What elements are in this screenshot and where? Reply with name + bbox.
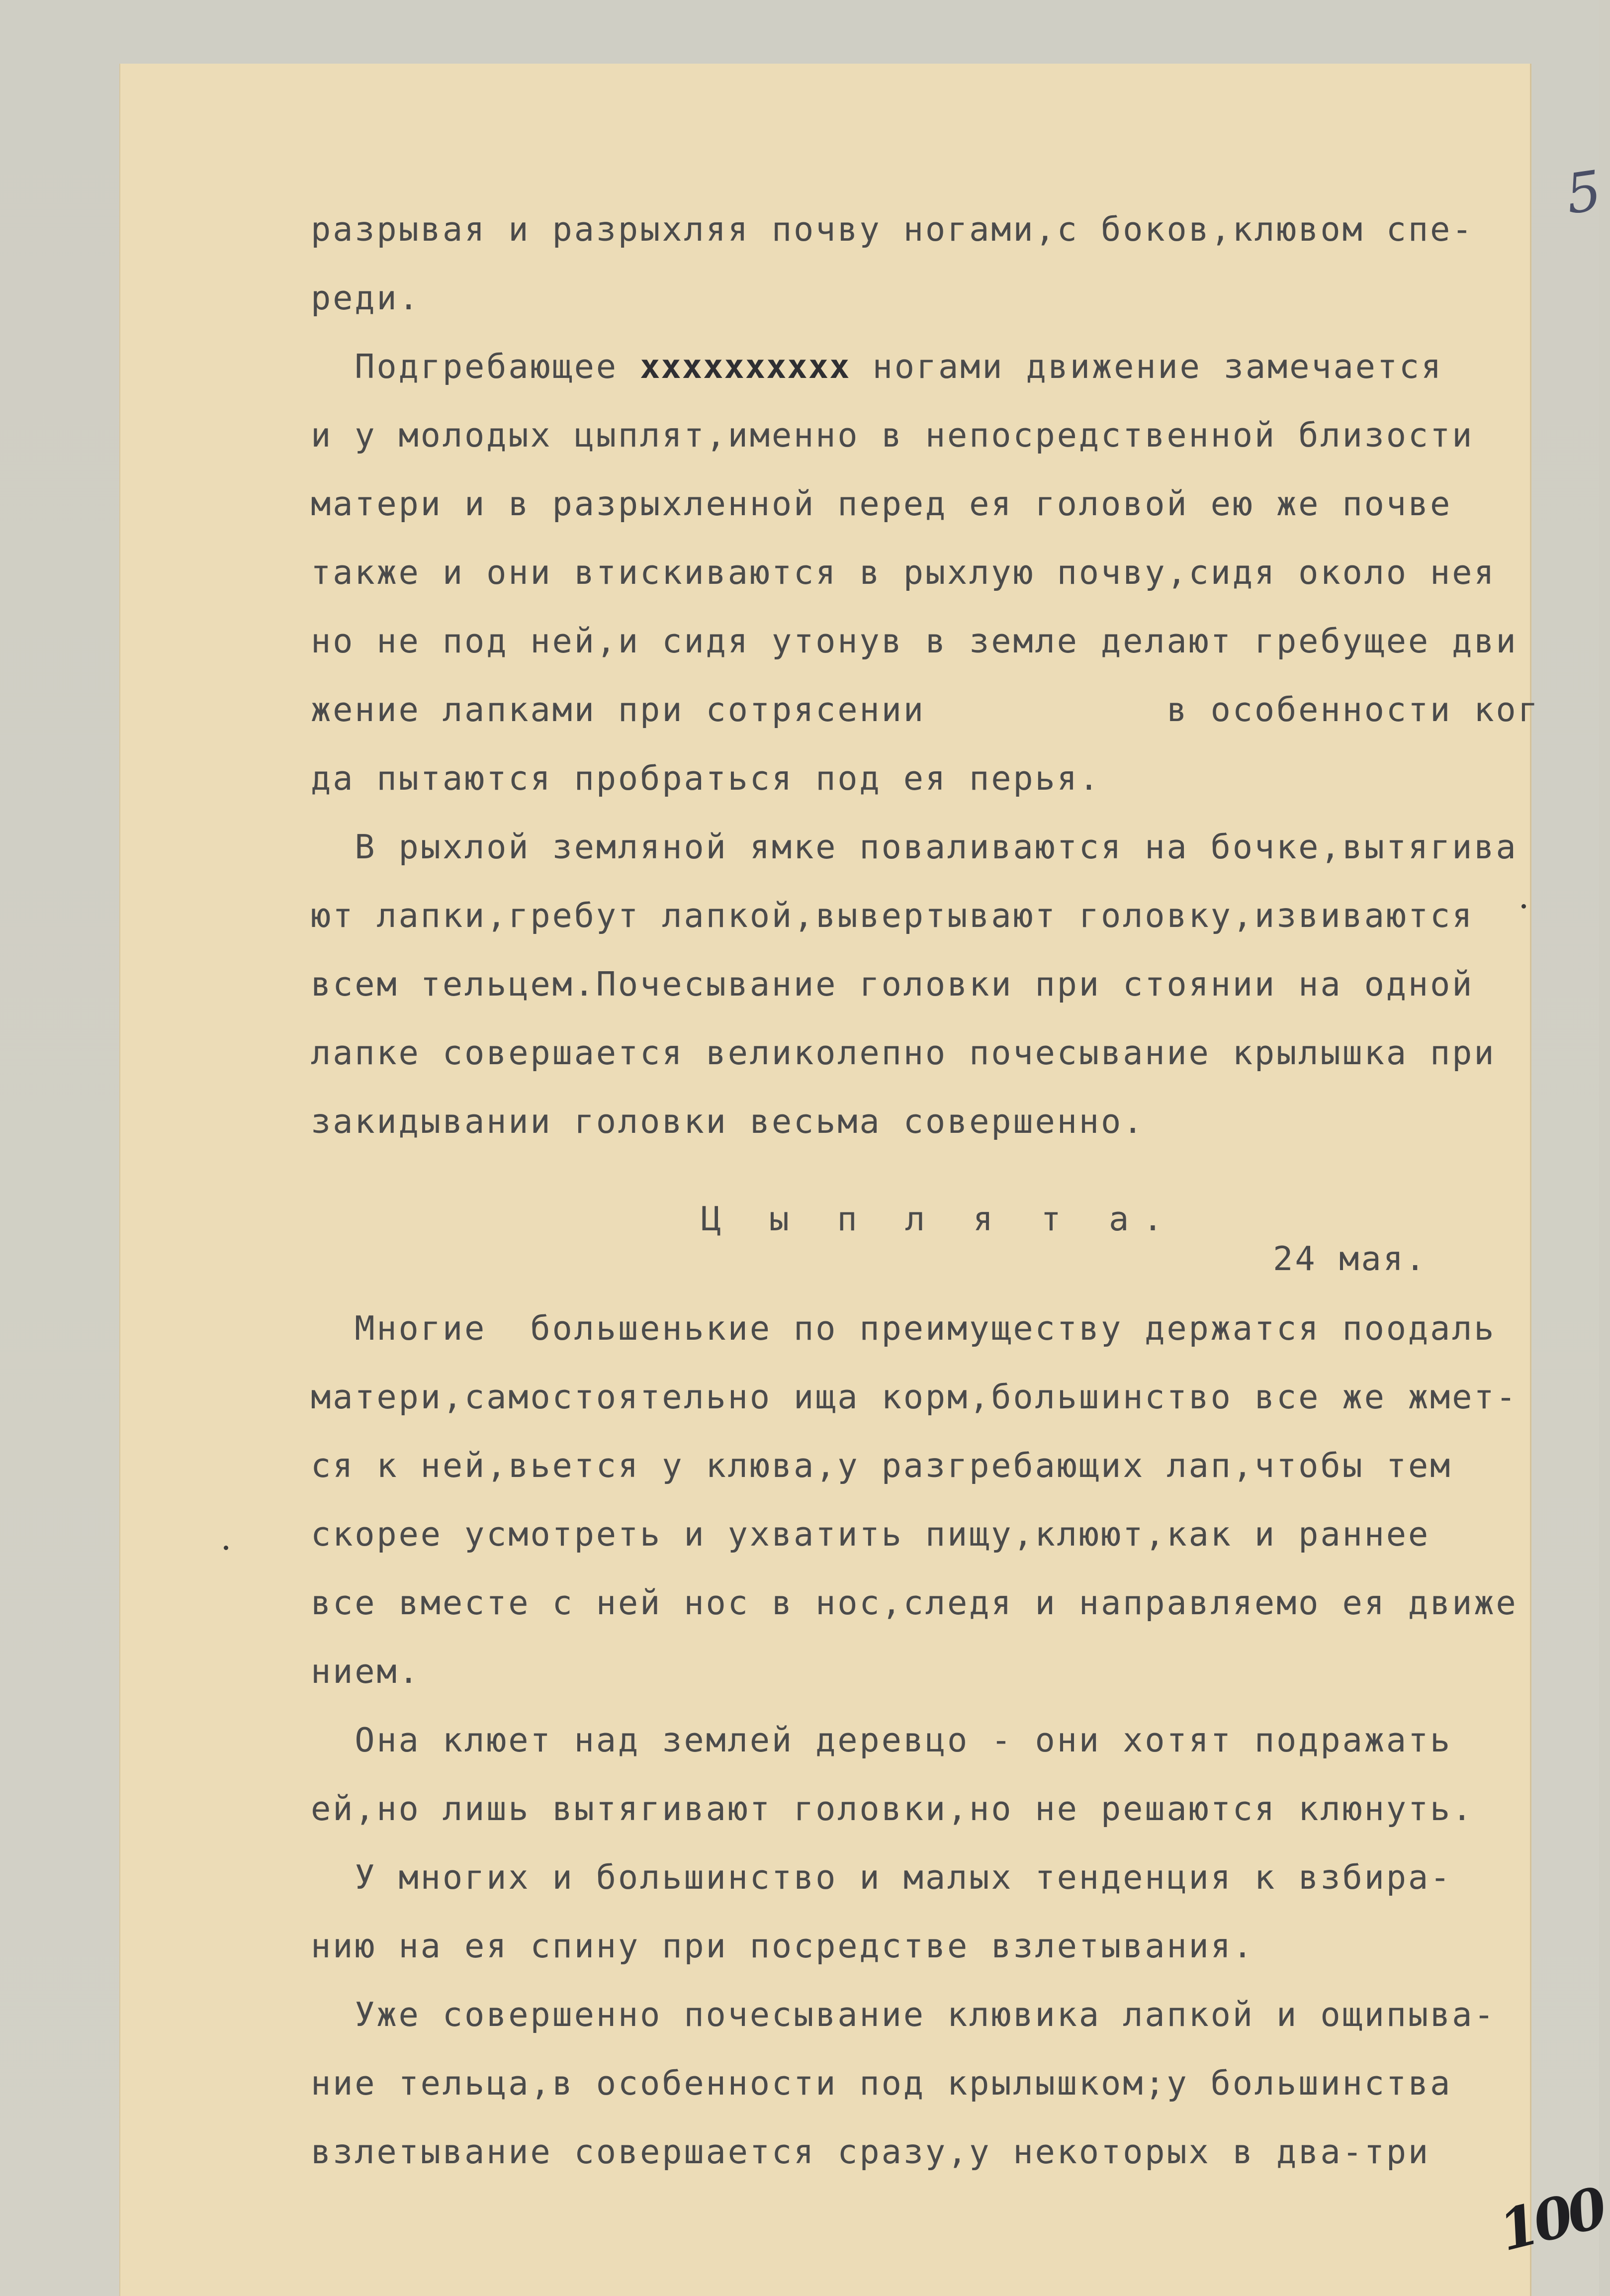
text-line: ют лапки,гребут лапкой,вывертывают головку,извиваются <box>311 896 1474 935</box>
entry-date: 24 мая. <box>1273 1239 1428 1278</box>
text-line: но не под ней,и сидя утонув в земле делают гребущее дви <box>311 622 1518 660</box>
text-line: Подгребающее xxxxxxxxxx ногами движение замечается <box>311 347 1443 386</box>
ink-spot <box>1521 904 1526 909</box>
text-line: все вместе с ней нос в нос,следя и направляемо ея движе <box>311 1583 1518 1622</box>
text-line: да пытаются пробраться под ея перья. <box>311 759 1101 798</box>
archive-folio-number: 100 <box>1493 2175 1610 2264</box>
text-line: У многих и большинство и малых тенденция к взбира- <box>311 1858 1452 1897</box>
text-line: реди. <box>311 278 421 317</box>
text-line: матери и в разрыхленной перед ея головой ею же почве <box>311 484 1452 523</box>
text-line: ей,но лишь вытягивают головки,но не решаются клюнуть. <box>311 1789 1474 1828</box>
text-line: нию на ея спину при посредстве взлетывания. <box>311 1927 1254 1965</box>
struck-out-word: xxxxxxxxxx <box>640 347 851 386</box>
text-line: взлетывание совершается сразу,у некоторых в два-три <box>311 2132 1431 2171</box>
text-line: также и они втискиваются в рыхлую почву,сидя около нея <box>311 553 1496 592</box>
text-line: лапке совершается великолепно почесывание крылышка при <box>311 1033 1496 1072</box>
text-line: ся к ней,вьется у клюва,у разгребающих лап,чтобы тем <box>311 1446 1452 1485</box>
typewritten-page <box>119 64 1610 2296</box>
text-line: Она клюет над землей деревцо - они хотят подражать <box>311 1721 1452 1759</box>
text-line: ние тельца,в особенности под крылышком;у большинства <box>311 2064 1452 2103</box>
text-line: В рыхлой земляной ямке поваливаются на бочке,вытягива <box>311 827 1518 866</box>
text-line: жение лапками при сотрясении в особенности ког <box>311 690 1540 729</box>
ink-spot <box>224 1546 228 1550</box>
text-line: закидывании головки весьма совершенно. <box>311 1102 1145 1141</box>
text-line: Уже совершенно почесывание клювика лапкой и ощипыва- <box>311 1995 1496 2034</box>
text-line: Многие большенькие по преимуществу держатся поодаль <box>311 1309 1496 1348</box>
text-line: скорее усмотреть и ухватить пищу,клюют,как и раннее <box>311 1515 1431 1554</box>
text-line: матери,самостоятельно ища корм,большинство все же жмет- <box>311 1378 1518 1416</box>
text-line: разрывая и разрыхляя почву ногами,с боков,клювом спе- <box>311 210 1474 249</box>
text-line: нием. <box>311 1652 421 1691</box>
text-line: всем тельцем.Почесывание головки при стоянии на одной <box>311 965 1474 1004</box>
handwritten-page-number: 5 <box>1562 158 1606 227</box>
text-line: и у молодых цыплят,именно в непосредственной близости <box>311 416 1474 455</box>
section-heading: Ц ы п л я т а. <box>701 1199 1177 1238</box>
